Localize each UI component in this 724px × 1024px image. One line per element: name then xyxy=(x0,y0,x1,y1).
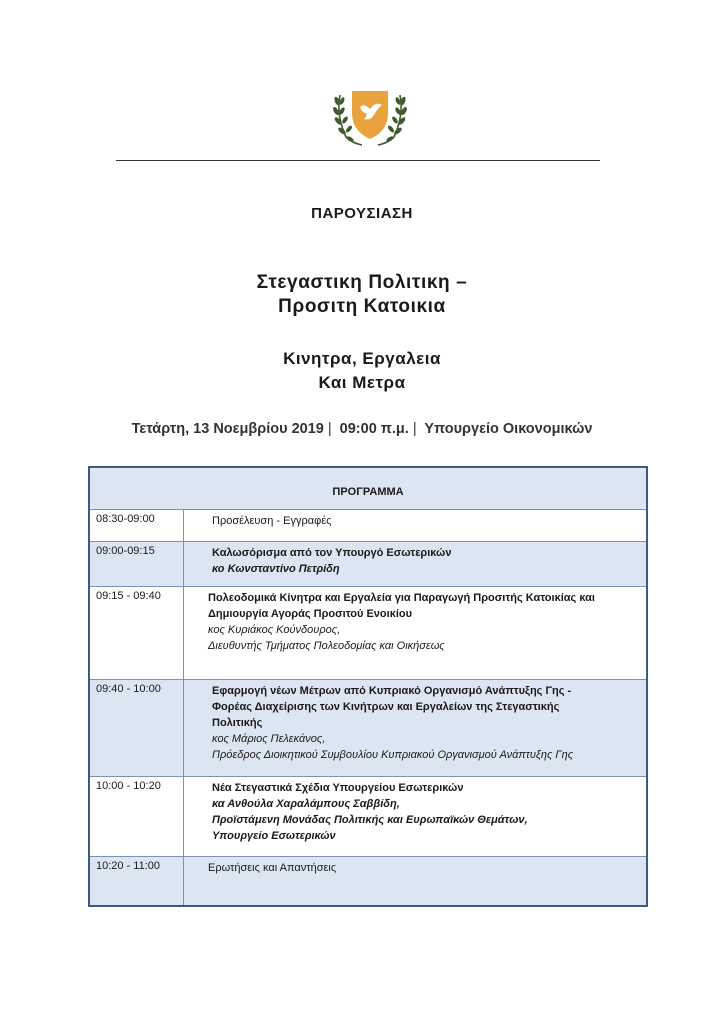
row-time: 09:15 - 09:40 xyxy=(90,587,184,679)
table-row xyxy=(90,542,646,587)
title-line-1: Στεγαστικη Πολιτικη – xyxy=(256,272,468,293)
event-date: Τετάρτη, 13 Νοεμβρίου 2019 xyxy=(131,421,324,437)
row-line: Υπουργείο Εσωτερικών xyxy=(212,830,336,842)
header-divider xyxy=(116,160,600,161)
meta-separator: | xyxy=(412,421,417,437)
row-line: Πολεοδομικά Κίνητρα και Εργαλεία για Παραγωγή Προσιτής Κατοικίας και xyxy=(208,592,595,604)
event-venue: Υπουργείο Οικονομικών xyxy=(424,421,593,437)
table-row xyxy=(90,587,646,680)
row-time: 10:00 - 10:20 xyxy=(90,777,184,856)
row-line: Πολιτικής xyxy=(212,717,263,729)
subtitle-line-1: Κινητρα, Εργαλεια xyxy=(283,349,441,368)
document-label: ΠΑΡΟΥΣΙΑΣΗ xyxy=(311,205,413,222)
row-description xyxy=(184,542,646,586)
row-line: Ερωτήσεις και Απαντήσεις xyxy=(208,862,337,874)
row-time: 10:20 - 11:00 xyxy=(90,857,184,905)
row-line: Εφαρμογή νέων Μέτρων από Κυπριακό Οργανισμό Ανάπτυξης Γης - xyxy=(212,685,572,697)
row-time: 08:30-09:00 xyxy=(90,510,184,541)
program-heading: ΠΡΟΓΡΑΜΜΑ xyxy=(90,468,646,510)
row-line: Νέα Στεγαστικά Σχέδια Υπουργείου Εσωτερικών xyxy=(212,782,464,794)
row-description xyxy=(184,857,646,905)
document-title xyxy=(0,271,724,319)
row-line: κος Κυριάκος Κούνδουρος, xyxy=(208,624,341,636)
row-description xyxy=(184,510,646,541)
row-description xyxy=(184,680,646,776)
row-line: Διευθυντής Τμήματος Πολεοδομίας και Οικήσεως xyxy=(208,640,445,652)
coat-of-arms-emblem xyxy=(330,85,410,147)
row-line: Προϊστάμενη Μονάδας Πολιτικής και Ευρωπαϊκών Θεμάτων, xyxy=(212,814,528,826)
row-line: Φορέας Διαχείρισης των Κινήτρων και Εργαλείων της Στεγαστικής xyxy=(212,701,560,713)
table-row xyxy=(90,857,646,905)
row-line: κο Κωνσταντίνο Πετρίδη xyxy=(212,563,340,575)
document-subtitle xyxy=(0,347,724,395)
meta-separator: | xyxy=(327,421,332,437)
row-time: 09:00-09:15 xyxy=(90,542,184,586)
event-time: 09:00 π.μ. xyxy=(339,421,409,437)
program-table xyxy=(88,466,648,907)
row-line: Πρόεδρος Διοικητικού Συμβουλίου Κυπριακού Οργανισμού Ανάπτυξης Γης xyxy=(212,749,574,761)
row-line: κα Ανθούλα Χαραλάμπους Σαββίδη, xyxy=(212,798,400,810)
row-line: Προσέλευση - Εγγραφές xyxy=(212,515,332,527)
row-line: Δημιουργία Αγοράς Προσιτού Ενοικίου xyxy=(208,608,413,620)
row-line: κος Μάριος Πελεκάνος, xyxy=(212,733,326,745)
row-description xyxy=(184,587,646,679)
title-line-2: Προσιτη Κατοικια xyxy=(278,296,446,317)
event-meta xyxy=(0,421,724,437)
row-time: 09:40 - 10:00 xyxy=(90,680,184,776)
table-row xyxy=(90,680,646,777)
row-description xyxy=(184,777,646,856)
row-line: Καλωσόρισμα από τον Υπουργό Εσωτερικών xyxy=(212,547,452,559)
table-row xyxy=(90,777,646,857)
table-row xyxy=(90,510,646,542)
subtitle-line-2: Και Μετρα xyxy=(318,373,406,392)
